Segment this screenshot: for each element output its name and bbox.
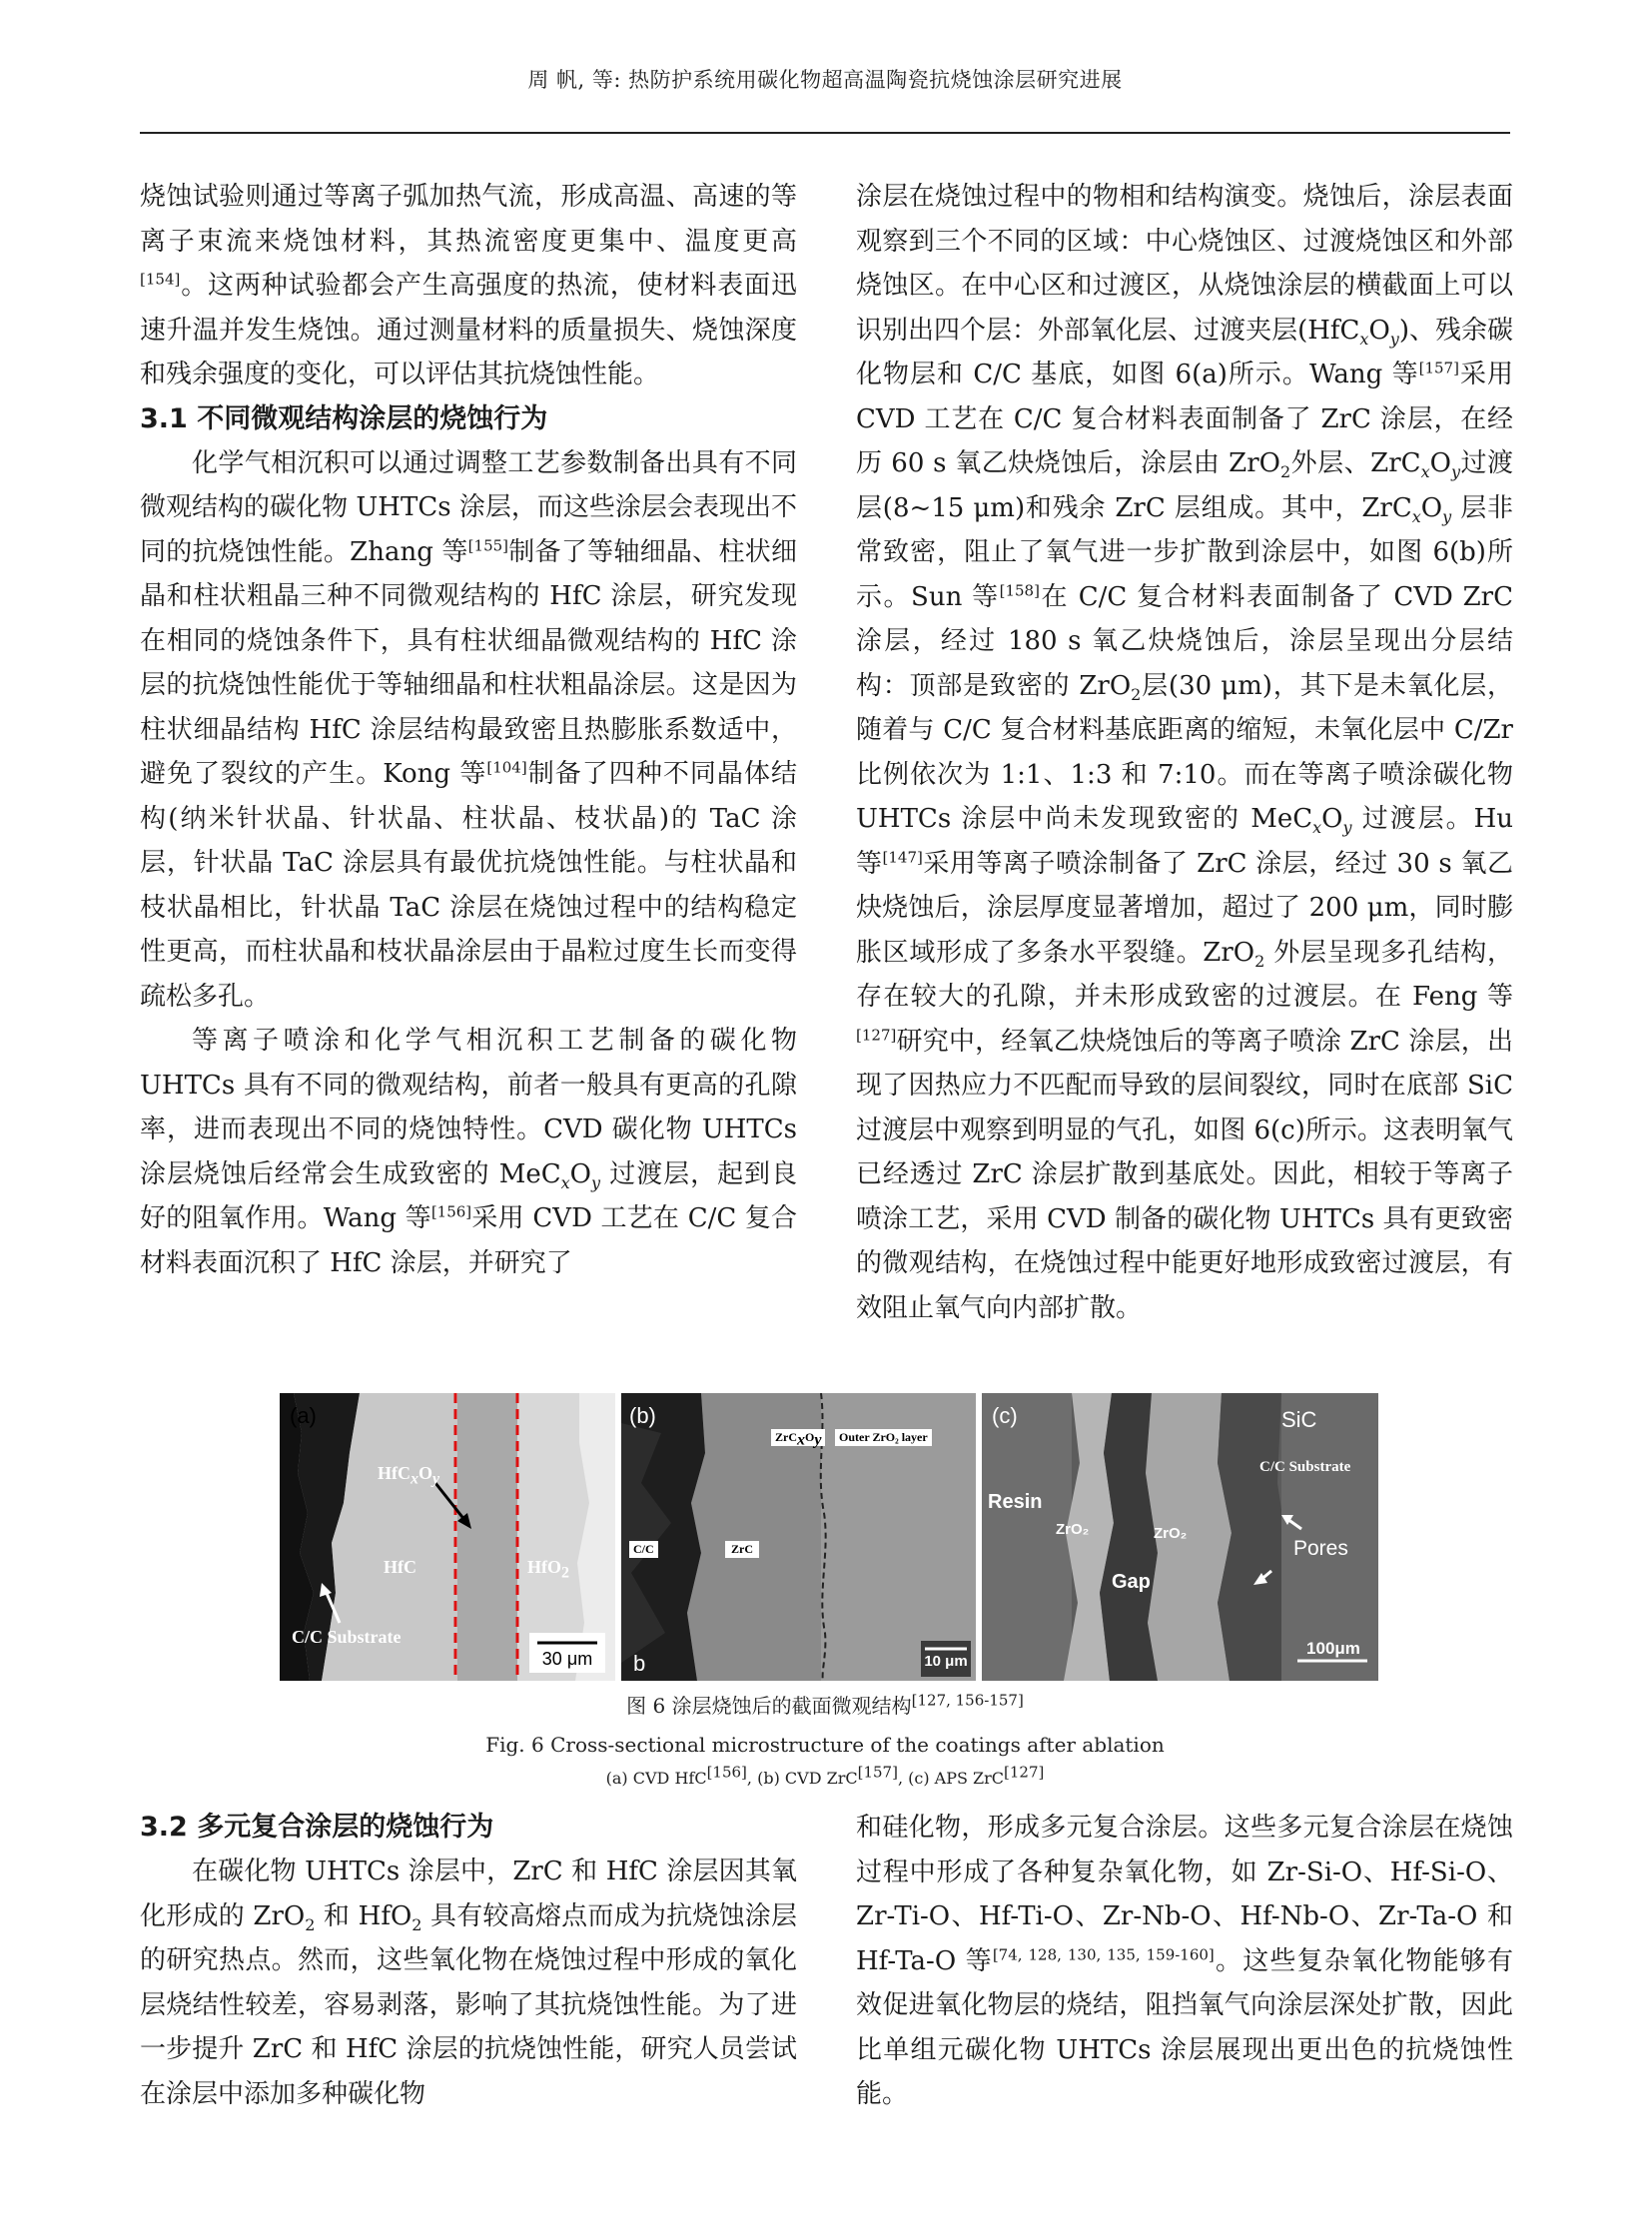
left-column-bottom — [140, 1806, 797, 2116]
paragraph: 涂层在烧蚀过程中的物相和结构演变。烧蚀后，涂层表面观察到三个不同的区域：中心烧蚀区、过渡烧蚀区和外部烧蚀区。在中心区和过渡区，从烧蚀涂层的横截面上可以识别出四个层：外部氧化层、过渡夹层$(HfC_xO_y)$、残余碳化物层和 C/C 基底，如图 6(a)所示。Wang 等[157]采用 CVD 工艺在 C/C 复合材料表面制备了 ZrC 涂层，在经历 60 s 氧乙炔烧蚀后，涂层由 ZrO$_2$外层、$ZrC_xO_y$过渡层(8~15 μm)和残余 ZrC 层组成。其中，$ZrC_xO_y$ 层非常致密，阻止了氧气进一步扩散到涂层中，如图 6(b)所示。Sun 等[158]在 C/C 复合材料表面制备了 CVD ZrC 涂层，经过 180 s 氧乙炔烧蚀后，涂层呈现出分层结构：顶部是致密的 ZrO$_2$层(30 μm)，其下是未氧化层，随着与 C/C 复合材料基底距离的缩短，未氧化层中 C/Zr 比例依次为 1:1、1:3 和 7:10。而在等离子喷涂碳化物 UHTCs 涂层中尚未发现致密的 $MeC_xO_y$ 过渡层。Hu 等[147]采用等离子喷涂制备了 ZrC 涂层，经过 30 s 氧乙炔烧蚀后，涂层厚度显著增加，超过了 200 μm，同时膨胀区域形成了多条水平裂缝。ZrO$_2$ 外层呈现多孔结构，存在较大的孔隙，并未形成致密的过渡层。在 Feng 等[127]研究中，经氧乙炔烧蚀后的等离子喷涂 ZrC 涂层，出现了因热应力不匹配而导致的层间裂纹，同时在底部 SiC 过渡层中观察到明显的气孔，如图 6(c)所示。这表明氧气已经透过 ZrC 涂层扩散到基底处。因此，相较于等离子喷涂工艺，采用 CVD 制备的碳化物 UHTCs 具有更致密的微观结构，在烧蚀过程中能更好地形成致密过渡层，有效阻止氧气向内部扩散。 — [856, 182, 1514, 1323]
scale-bar-c: 100μm — [1306, 1639, 1360, 1658]
running-header: 周 帆, 等: 热防护系统用碳化物超高温陶瓷抗烧蚀涂层研究进展 — [527, 68, 1123, 92]
label-cc-substrate-a: C/C Substrate — [292, 1627, 402, 1647]
label-outer-zro2: Outer ZrO₂ layer — [835, 1429, 932, 1446]
scale-bar-a: 30 μm — [541, 1649, 593, 1669]
figure-caption-zh: 图 6 涂层烧蚀后的截面微观结构[127, 156-157] — [626, 1691, 1024, 1718]
label-zrc: ZrC — [725, 1541, 759, 1558]
section-heading-3-2: 3.2 多元复合涂层的烧蚀行为 — [140, 1812, 494, 1843]
paragraph: 化学气相沉积可以通过调整工艺参数制备出具有不同微观结构的碳化物 UHTCs 涂层，而这些涂层会表现出不同的抗烧蚀性能。Zhang 等[155]制备了等轴细晶、柱状细晶和柱状粗晶三种不同微观结构的 HfC 涂层，研究发现在相同的烧蚀条件下，具有柱状细晶微观结构的 HfC 涂层的抗烧蚀性能优于等轴细晶和柱状粗晶涂层。这是因为柱状细晶结构 HfC 涂层结构最致密且热膨胀系数适中，避免了裂纹的产生。Kong 等[104]制备了四种不同晶体结构(纳米针状晶、针状晶、柱状晶、枝状晶)的 TaC 涂层，针状晶 TaC 涂层具有最优抗烧蚀性能。与柱状晶和枝状晶相比，针状晶 TaC 涂层在烧蚀过程中的结构稳定性更高，而柱状晶和枝状晶涂层由于晶粒过度生长而变得疏松多孔。 — [140, 447, 797, 1012]
label-resin: Resin — [988, 1491, 1043, 1513]
label-hfc: HfC — [384, 1557, 416, 1577]
label-cc-substrate-c: C/C Substrate — [1259, 1459, 1351, 1475]
panel-a-letter: (a) — [290, 1403, 317, 1428]
label-zro2-inner: ZrO₂ — [1056, 1521, 1090, 1538]
label-hfo2: HfO2 — [527, 1557, 569, 1582]
left-column-top — [140, 175, 797, 1285]
label-pores: Pores — [1293, 1537, 1348, 1560]
figure-panel-a — [280, 1393, 615, 1681]
panel-b-corner-letter: b — [633, 1651, 646, 1676]
figure-caption-en: Fig. 6 Cross-sectional microstructure of the coatings after ablation — [485, 1733, 1165, 1757]
figure-panel-c — [982, 1393, 1378, 1681]
label-zrcxoy: ZrCxOy — [771, 1429, 825, 1446]
figure-6 — [280, 1393, 1378, 1681]
label-sic: SiC — [1281, 1407, 1317, 1432]
paragraph: 等离子喷涂和化学气相沉积工艺制备的碳化物 UHTCs 具有不同的微观结构，前者一般具有更高的孔隙率，进而表现出不同的烧蚀特性。CVD 碳化物 UHTCs 涂层烧蚀后经常会生成致密的 $MeC_xO_y$ 过渡层，起到良好的阻氧作用。Wang 等[156]采用 CVD 工艺在 C/C 复合材料表面沉积了 HfC 涂层，并研究了 — [140, 1026, 797, 1278]
paragraph: 烧蚀试验则通过等离子弧加热气流，形成高温、高速的等离子束流来烧蚀材料，其热流密度更集中、温度更高[154]。这两种试验都会产生高强度的热流，使材料表面迅速升温并发生烧蚀。通过测量材料的质量损失、烧蚀深度和残余强度的变化，可以评估其抗烧蚀性能。 — [140, 182, 797, 389]
paragraph: 和硅化物，形成多元复合涂层。这些多元复合涂层在烧蚀过程中形成了各种复杂氧化物，如 Zr-Si-O、Hf-Si-O、Zr-Ti-O、Hf-Ti-O、Zr-Nb-O、Hf-Nb-O、Zr-Ta-O 和 Hf-Ta-O 等[74, 128, 130, 135, 159-160]。这些复杂氧化物能够有效促进氧化物层的烧结，阻挡氧气向涂层深处扩散，因此比单组元碳化物 UHTCs 涂层展现出更出色的抗烧蚀性能。 — [856, 1813, 1514, 2109]
panel-c-letter: (c) — [992, 1403, 1018, 1428]
section-heading-3-1: 3.1 不同微观结构涂层的烧蚀行为 — [140, 402, 548, 434]
scale-bar-b: 10 μm — [924, 1653, 968, 1670]
panel-b-letter: (b) — [629, 1403, 656, 1428]
right-column-bottom — [856, 1806, 1513, 2117]
label-gap: Gap — [1112, 1571, 1151, 1593]
figure-panel-b — [621, 1393, 976, 1681]
paragraph: 在碳化物 UHTCs 涂层中，ZrC 和 HfC 涂层因其氧化形成的 ZrO$_2$ 和 HfO$_2$ 具有较高熔点而成为抗烧蚀涂层的研究热点。然而，这些氧化物在烧蚀过程中形成的氧化层烧结性较差，容易剥落，影响了其抗烧蚀性能。为了进一步提升 ZrC 和 HfC 涂层的抗烧蚀性能，研究人员尝试在涂层中添加多种碳化物 — [140, 1857, 797, 2109]
figure-caption-sub: (a) CVD HfC[156], (b) CVD ZrC[157], (c) APS ZrC[127] — [605, 1763, 1045, 1788]
label-cc-b: C/C — [629, 1541, 658, 1558]
right-column-top — [856, 175, 1513, 1330]
header-rule — [140, 132, 1510, 134]
label-hfcxoy: HfCxOy — [378, 1463, 440, 1488]
label-zro2-outer: ZrO₂ — [1154, 1525, 1188, 1542]
